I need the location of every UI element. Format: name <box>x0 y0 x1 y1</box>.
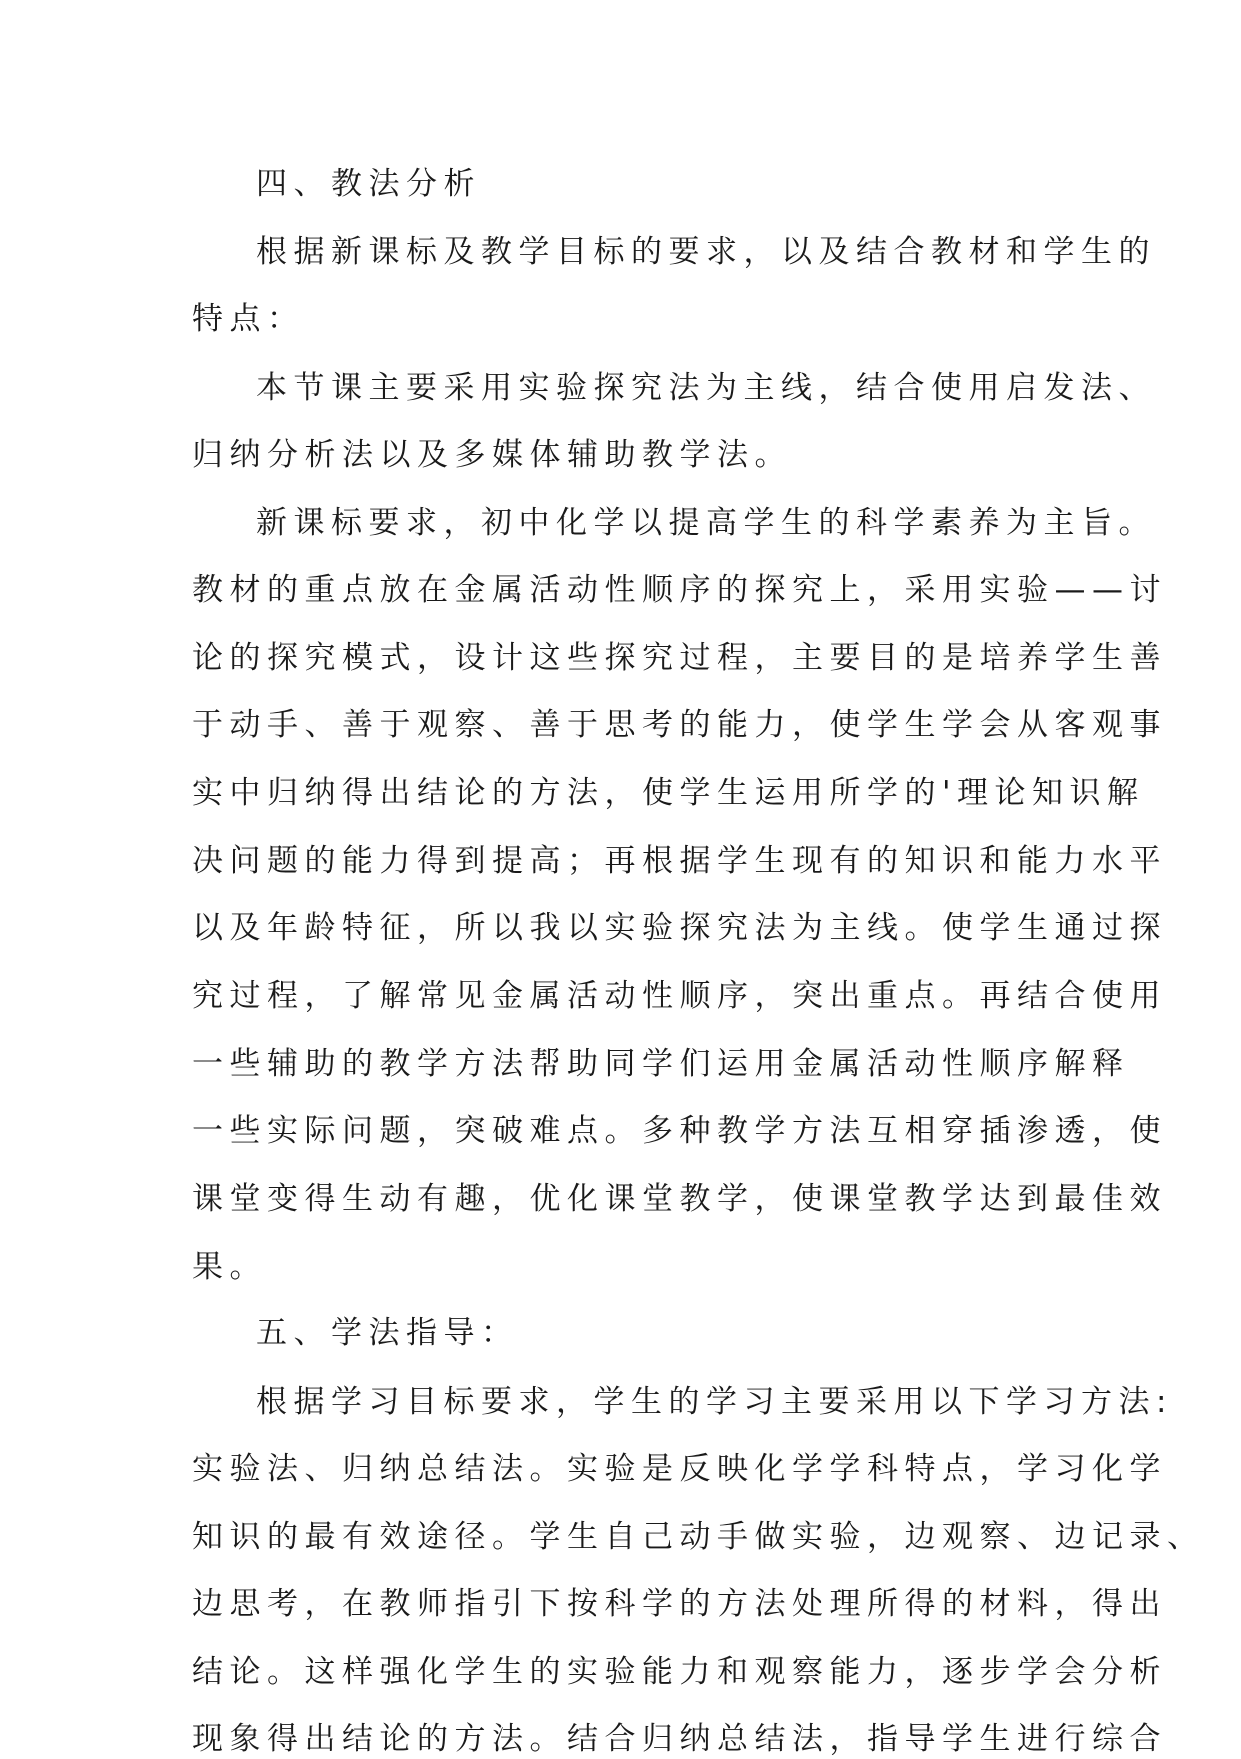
paragraph-line: 以及年龄特征，所以我以实验探究法为主线。使学生通过探 <box>192 910 1167 946</box>
paragraph-line: 新课标要求，初中化学以提高学生的科学素养为主旨。 <box>256 505 1156 541</box>
section-heading-learning-method: 五、学法指导： <box>256 1315 519 1351</box>
paragraph-line: 知识的最有效途径。学生自己动手做实验，边观察、边记录、 <box>192 1519 1205 1555</box>
paragraph-line: 实中归纳得出结论的方法，使学生运用所学的'理论知识解 <box>192 775 1145 811</box>
paragraph-line: 现象得出结论的方法。结合归纳总结法，指导学生进行综合 <box>192 1721 1167 1757</box>
paragraph-line: 果。 <box>192 1249 267 1285</box>
paragraph-line: 归纳分析法以及多媒体辅助教学法。 <box>192 437 792 473</box>
paragraph-line: 一些辅助的教学方法帮助同学们运用金属活动性顺序解释 <box>192 1046 1130 1082</box>
paragraph-line: 一些实际问题，突破难点。多种教学方法互相穿插渗透，使 <box>192 1113 1167 1149</box>
paragraph-line: 特点： <box>192 301 305 337</box>
paragraph-line: 实验法、归纳总结法。实验是反映化学学科特点，学习化学 <box>192 1451 1167 1487</box>
paragraph-line: 根据新课标及教学目标的要求，以及结合教材和学生的 <box>256 234 1156 270</box>
paragraph-line: 于动手、善于观察、善于思考的能力，使学生学会从客观事 <box>192 707 1167 743</box>
paragraph-line: 根据学习目标要求，学生的学习主要采用以下学习方法: <box>256 1384 1173 1420</box>
paragraph-line: 课堂变得生动有趣，优化课堂教学，使课堂教学达到最佳效 <box>192 1181 1167 1217</box>
paragraph-line: 决问题的能力得到提高；再根据学生现有的知识和能力水平 <box>192 843 1167 879</box>
paragraph-line: 结论。这样强化学生的实验能力和观察能力，逐步学会分析 <box>192 1654 1167 1690</box>
paragraph-line: 教材的重点放在金属活动性顺序的探究上，采用实验——讨 <box>192 572 1167 608</box>
paragraph-line: 论的探究模式，设计这些探究过程，主要目的是培养学生善 <box>192 640 1167 676</box>
paragraph-line: 本节课主要采用实验探究法为主线，结合使用启发法、 <box>256 370 1156 406</box>
section-heading-teaching-method: 四、教法分析 <box>256 166 481 202</box>
paragraph-line: 究过程，了解常见金属活动性顺序，突出重点。再结合使用 <box>192 978 1167 1014</box>
paragraph-line: 边思考，在教师指引下按科学的方法处理所得的材料，得出 <box>192 1586 1167 1622</box>
